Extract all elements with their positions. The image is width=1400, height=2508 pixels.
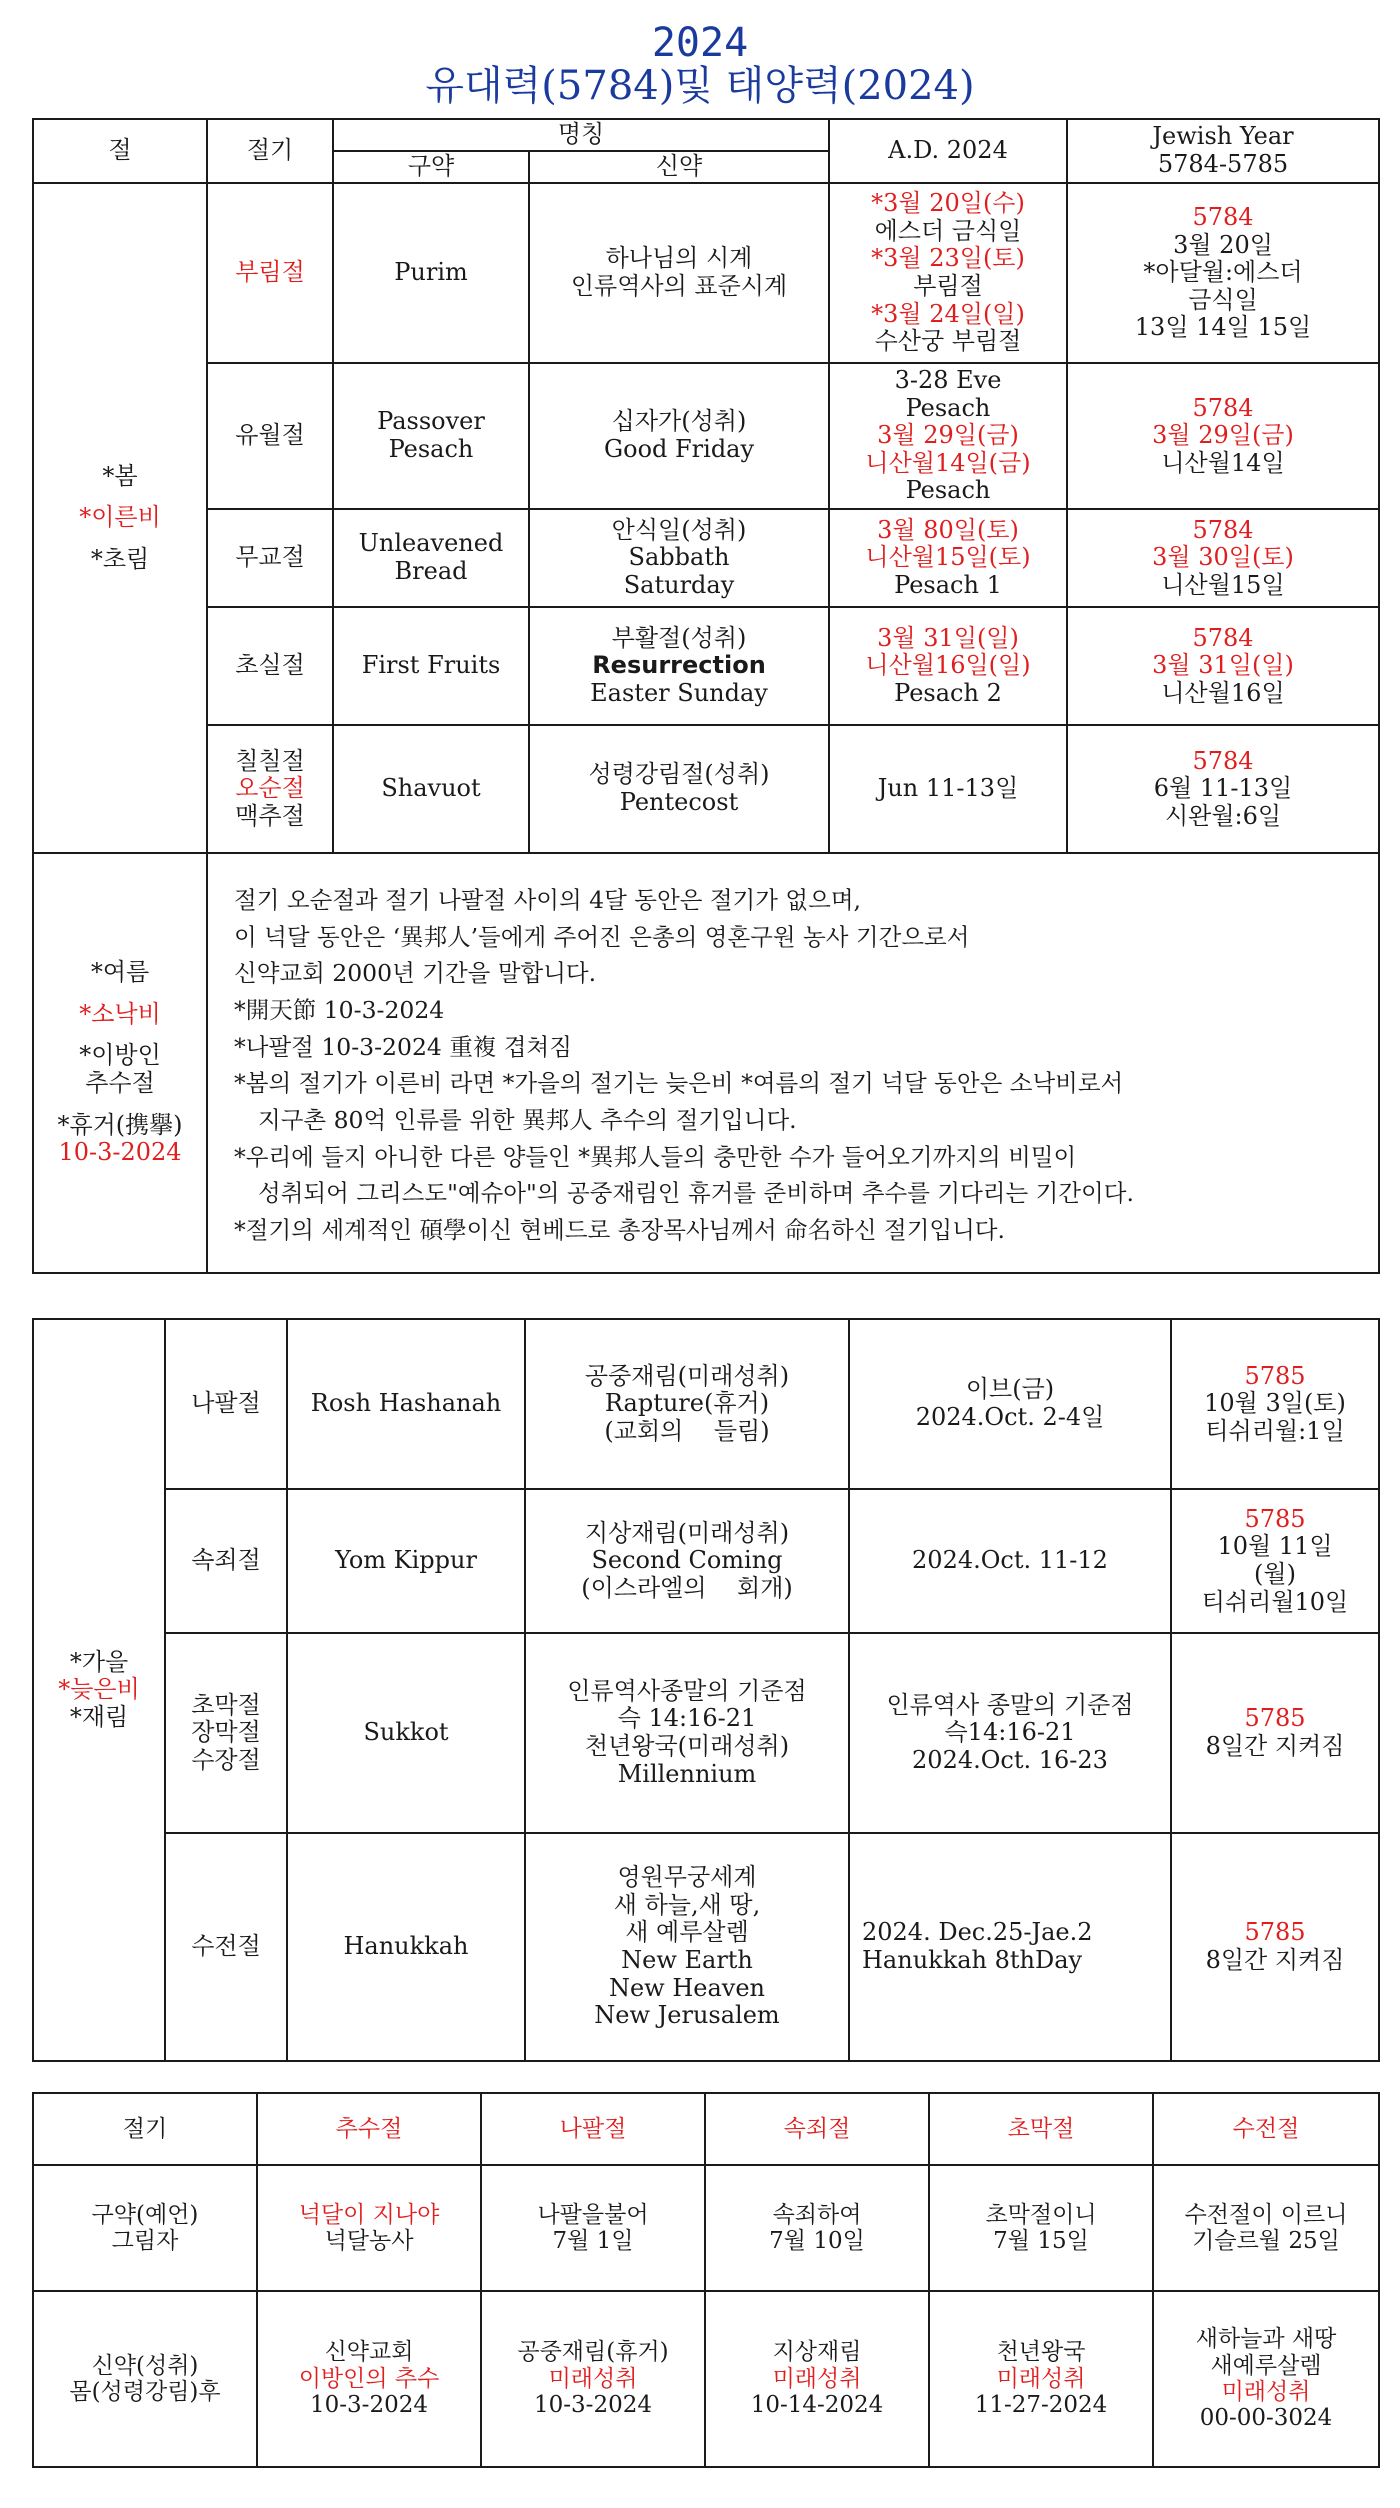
cell-text-line: 5785 — [1244, 1361, 1306, 1390]
cell-text-line: *봄 — [102, 461, 138, 490]
cell-text-line: 니산월14일 — [1161, 448, 1285, 477]
festival-cell — [207, 725, 333, 853]
summary-table — [32, 2092, 1380, 2468]
summary-header-cell: 수전절 — [1153, 2093, 1379, 2165]
cell-text-line: 10-3-2024 — [310, 2392, 428, 2419]
cell-text-line: Pesach 1 — [894, 570, 1002, 599]
cell-text-line: *3월 24일(일) — [871, 299, 1025, 328]
page-header — [0, 22, 1400, 108]
cell-text-line: *초림 — [90, 544, 150, 573]
calendar-table-autumn — [32, 1318, 1380, 2062]
cell-text-line: 니산월16일(일) — [865, 651, 1031, 680]
summary-cell — [481, 2165, 705, 2291]
cell-text-line: 5784 — [1192, 623, 1254, 652]
cell-text-line: 13일 14일 15일 — [1134, 313, 1312, 342]
season-label-summer — [33, 853, 207, 1273]
header-feast: 절 — [33, 119, 207, 183]
cell-text-line: 십자가(성취) — [611, 407, 747, 436]
cell-text-line: 니산월15일(토) — [865, 543, 1031, 572]
cell-text-line: 지상재림(미래성취) — [584, 1518, 790, 1547]
cell-text-line: 2024. Dec.25-Jae.2 — [862, 1918, 1093, 1947]
cell-text-line: 나팔을불어 — [537, 2201, 649, 2228]
cell-text-line: 부활절(성취) — [611, 623, 747, 652]
cell-text-line: 7월 15일 — [993, 2228, 1089, 2254]
cell-text-line: (교회의 들림) — [604, 1416, 770, 1445]
cell-text-line: 이브(금) — [965, 1375, 1055, 1404]
cell-text-line: 수전절이 이르니 — [1184, 2201, 1348, 2228]
cell-text-line: *아달월:에스더 — [1143, 258, 1303, 287]
cell-text-line: 8일간 지켜짐 — [1205, 1946, 1345, 1974]
cell-text-line: *가을 — [69, 1647, 129, 1676]
jewish-year-cell — [1171, 1489, 1379, 1633]
cell-text-line: 속죄하여 — [772, 2201, 862, 2228]
cell-text-line: 3월 31일(일) — [877, 623, 1019, 652]
ot-cell: Rosh Hashanah — [287, 1319, 525, 1489]
cell-text-line: 신약교회 — [324, 2339, 414, 2366]
cell-text-line: Pesach — [905, 476, 991, 505]
table-row — [33, 1633, 1379, 1833]
cell-text-line: Easter Sunday — [590, 678, 768, 707]
jewish-year-cell — [1171, 1633, 1379, 1833]
summary-cell — [705, 2291, 929, 2467]
cell-text-line: 3월 80일(토) — [877, 515, 1019, 544]
cell-text-line: 3-28 Eve — [894, 366, 1002, 395]
jewish-year-cell — [1067, 183, 1379, 363]
ot-cell: Purim — [333, 183, 529, 363]
summary-cell — [481, 2291, 705, 2467]
header-row — [33, 119, 1379, 151]
cell-text-line: 초막절 — [191, 1690, 261, 1719]
table-row — [33, 183, 1379, 363]
cell-text-line: 5785 — [1244, 1704, 1306, 1733]
page-title: 유대력(5784)및 태양력(2024) — [425, 63, 975, 110]
cell-text-line: 에스더 금식일 — [874, 216, 1022, 245]
summary-nt-row — [33, 2291, 1379, 2467]
cell-text-line: 5785 — [1244, 1504, 1306, 1533]
ad-cell — [849, 1633, 1171, 1833]
cell-text-line: 미래성취 — [548, 2365, 638, 2392]
cell-text-line: New Earth — [621, 1946, 753, 1974]
ad-cell — [829, 607, 1067, 725]
summary-cell — [929, 2165, 1153, 2291]
summary-cell — [1153, 2291, 1379, 2467]
cell-text-line: Pesach — [905, 393, 991, 422]
nt-cell — [525, 1489, 849, 1633]
ad-cell — [849, 1319, 1171, 1489]
cell-text-line: 3월 31일(일) — [1152, 651, 1294, 680]
cell-text-line: Resurrection — [592, 651, 766, 680]
summary-header-cell: 속죄절 — [705, 2093, 929, 2165]
cell-text-line: *3월 23일(토) — [871, 244, 1025, 273]
cell-text-line: New Heaven — [608, 1973, 766, 2002]
nt-cell — [529, 725, 829, 853]
cell-text-line: Hanukkah 8thDay — [862, 1946, 1083, 1974]
cell-text-line: 새 하늘,새 땅, — [613, 1890, 761, 1919]
cell-text-line: 니산월14일(금) — [865, 448, 1031, 477]
cell-text-line: 넉달농사 — [324, 2228, 414, 2254]
nt-cell — [529, 509, 829, 607]
jewish-year-cell — [1171, 1833, 1379, 2061]
table-row — [33, 607, 1379, 725]
cell-text-line: 성취되어 그리스도"예슈아"의 공중재림인 휴거를 준비하며 추수를 기다리는 기간이다. — [258, 1179, 1134, 1208]
cell-text-line: *늦은비 — [58, 1675, 140, 1704]
festival-cell: 초실절 — [207, 607, 333, 725]
cell-text-line: 지구촌 80억 인류를 위한 異邦人 추수의 절기입니다. — [258, 1105, 797, 1134]
cell-text-line: 천년왕국(미래성취) — [584, 1732, 790, 1760]
cell-text-line: 오순절 — [235, 774, 305, 803]
cell-text-line: 티쉬리월10일 — [1201, 1587, 1349, 1616]
cell-text-line: *여름 — [90, 958, 150, 987]
nt-cell — [525, 1633, 849, 1833]
cell-text-line: 하나님의 시계 — [605, 244, 753, 273]
cell-text-line: 수장절 — [191, 1745, 261, 1774]
cell-text-line: 새하늘과 새땅 — [1195, 2326, 1337, 2353]
cell-text-line: Pesach 2 — [894, 678, 1002, 707]
cell-text-line: Passover — [377, 407, 485, 436]
ad-cell — [849, 1833, 1171, 2061]
cell-text-line: 시완월:6일 — [1164, 801, 1282, 830]
ad-cell — [829, 363, 1067, 509]
cell-text-line: 7월 10일 — [769, 2228, 865, 2254]
season-label-spring — [33, 183, 207, 853]
cell-text-line: 신약(성취) — [91, 2352, 199, 2379]
cell-text-line: 공중재림(미래성취) — [584, 1361, 790, 1390]
summary-header-cell: 초막절 — [929, 2093, 1153, 2165]
cell-text-line: 니산월16일 — [1161, 678, 1285, 707]
summary-cell — [257, 2291, 481, 2467]
cell-text-line: 6월 11-13일 — [1153, 774, 1293, 803]
cell-text-line: (이스라엘의 회개) — [581, 1573, 793, 1602]
cell-text-line: 몸(성령강림)후 — [69, 2379, 221, 2405]
summary-cell — [1153, 2165, 1379, 2291]
ad-cell — [829, 183, 1067, 363]
cell-text-line: 10월 11일 — [1217, 1532, 1333, 1561]
ot-cell — [333, 509, 529, 607]
cell-text-line: Millennium — [617, 1759, 757, 1788]
cell-text-line: 슥 14:16-21 — [617, 1704, 757, 1733]
cell-text-line: 2024.Oct. 2-4일 — [915, 1403, 1105, 1431]
cell-text-line: 미래성취 — [772, 2365, 862, 2392]
table-row — [33, 1319, 1379, 1489]
cell-text-line: *開天節 10-3-2024 — [234, 995, 445, 1024]
ad-cell — [829, 509, 1067, 607]
cell-text-line: Saturday — [623, 570, 735, 599]
nt-cell — [529, 607, 829, 725]
cell-text-line: 그림자 — [111, 2228, 179, 2254]
jewish-year-cell — [1067, 607, 1379, 725]
jewish-year-cell — [1067, 725, 1379, 853]
cell-text-line: Second Coming — [591, 1546, 783, 1575]
header-festival: 절기 — [207, 119, 333, 183]
cell-text-line: 인류역사의 표준시계 — [570, 272, 788, 300]
summary-row-label — [33, 2291, 257, 2467]
festival-cell — [165, 1633, 287, 1833]
summer-notes — [207, 853, 1379, 1273]
cell-text-line: 슥14:16-21 — [944, 1718, 1076, 1747]
title-year: 2024 — [651, 20, 749, 66]
cell-text-line: 인류역사 종말의 기준점 — [886, 1690, 1134, 1719]
header-name: 명칭 — [333, 119, 829, 151]
cell-text-line: 8일간 지켜짐 — [1205, 1732, 1345, 1760]
cell-text-line: 공중재림(휴거) — [517, 2339, 669, 2366]
cell-text-line: *봄의 절기가 이른비 라면 *가을의 절기는 늦은비 *여름의 절기 넉달 동안은 소낙비로서 — [234, 1069, 1124, 1098]
cell-text-line: 기슬르월 25일 — [1192, 2228, 1340, 2254]
cell-text-line: 5784-5785 — [1157, 150, 1289, 178]
festival-cell: 부림절 — [207, 183, 333, 363]
cell-text-line: 11-27-2024 — [974, 2392, 1108, 2419]
ad-cell: 2024.Oct. 11-12 — [849, 1489, 1171, 1633]
ot-cell: First Fruits — [333, 607, 529, 725]
cell-text-line: Pentecost — [619, 788, 739, 816]
jewish-year-cell — [1067, 509, 1379, 607]
summary-ot-row — [33, 2165, 1379, 2291]
cell-text-line: 새 예루살렘 — [625, 1918, 749, 1947]
table-row — [33, 1833, 1379, 2061]
ot-cell: Yom Kippur — [287, 1489, 525, 1633]
cell-text-line: 00-00-3024 — [1199, 2405, 1333, 2432]
cell-text-line: 3월 20일 — [1173, 230, 1273, 259]
cell-text-line: 안식일(성취) — [611, 515, 747, 544]
festival-cell: 수전절 — [165, 1833, 287, 2061]
cell-text-line: 성령강림절(성취) — [588, 760, 770, 789]
cell-text-line: 10-3-2024 — [58, 1138, 182, 1167]
cell-text-line: 신약교회 2000년 기간을 말합니다. — [234, 959, 597, 988]
ot-cell: Sukkot — [287, 1633, 525, 1833]
cell-text-line: Pesach — [388, 435, 474, 463]
cell-text-line: 초막절이니 — [985, 2201, 1097, 2228]
summary-header-cell: 나팔절 — [481, 2093, 705, 2165]
cell-text-line: 3월 30일(토) — [1152, 543, 1294, 572]
cell-text-line: 5784 — [1192, 393, 1254, 422]
summary-header-row — [33, 2093, 1379, 2165]
cell-text-line: 천년왕국 — [996, 2339, 1086, 2366]
cell-text-line: Jewish Year — [1152, 122, 1294, 151]
nt-cell — [525, 1319, 849, 1489]
cell-text-line: 넉달이 지나야 — [298, 2201, 440, 2228]
cell-text-line: 5784 — [1192, 746, 1254, 775]
header-ad: A.D. 2024 — [829, 119, 1067, 183]
cell-text-line: 추수절 — [85, 1069, 155, 1097]
cell-text-line: *절기의 세계적인 碩學이신 현베드로 총장목사님께서 命名하신 절기입니다. — [234, 1215, 1005, 1244]
cell-text-line: 미래성취 — [1221, 2379, 1311, 2405]
summary-header-cell: 추수절 — [257, 2093, 481, 2165]
cell-text-line: 티쉬리월:1일 — [1205, 1416, 1345, 1445]
summary-cell — [705, 2165, 929, 2291]
cell-text-line: Good Friday — [603, 435, 755, 463]
cell-text-line: 10-14-2024 — [750, 2392, 884, 2419]
festival-cell: 무교절 — [207, 509, 333, 607]
cell-text-line: 미래성취 — [996, 2365, 1086, 2392]
jewish-year-cell — [1171, 1319, 1379, 1489]
table-row — [33, 725, 1379, 853]
cell-text-line: 이 넉달 동안은 ‘異邦人’들에게 주어진 은총의 영혼구원 농사 기간으로서 — [234, 922, 970, 951]
cell-text-line: 칠칠절 — [235, 746, 305, 775]
cell-text-line: *소낙비 — [79, 999, 161, 1028]
ot-cell: Shavuot — [333, 725, 529, 853]
calendar-table-spring-summer — [32, 118, 1380, 1274]
cell-text-line: 10-3-2024 — [534, 2392, 652, 2419]
header-ot: 구약 — [333, 151, 529, 183]
cell-text-line: Rapture(휴거) — [604, 1389, 770, 1418]
cell-text-line: Bread — [394, 557, 468, 585]
summary-header-cell: 절기 — [33, 2093, 257, 2165]
cell-text-line: Sabbath — [628, 543, 730, 572]
festival-cell: 유월절 — [207, 363, 333, 509]
cell-text-line: 5784 — [1192, 515, 1254, 544]
table-row — [33, 363, 1379, 509]
cell-text-line: 수산궁 부림절 — [874, 327, 1022, 356]
nt-cell — [525, 1833, 849, 2061]
summary-cell — [257, 2165, 481, 2291]
cell-text-line: *휴거(携擧) — [57, 1110, 183, 1139]
cell-text-line: 7월 1일 — [552, 2228, 634, 2254]
cell-text-line: 금식일 — [1188, 285, 1258, 314]
cell-text-line: 3월 29일(금) — [1152, 421, 1294, 450]
cell-text-line: *3월 20일(수) — [871, 189, 1025, 218]
festival-cell: 속죄절 — [165, 1489, 287, 1633]
cell-text-line: *이른비 — [79, 503, 161, 532]
cell-text-line: 2024.Oct. 16-23 — [912, 1745, 1108, 1774]
table-row — [33, 1489, 1379, 1633]
cell-text-line: (월) — [1254, 1560, 1296, 1588]
cell-text-line: 절기 오순절과 절기 나팔절 사이의 4달 동안은 절기가 없으며, — [234, 886, 862, 914]
cell-text-line: *재림 — [69, 1702, 129, 1731]
cell-text-line: Unleavened — [358, 529, 504, 558]
cell-text-line: 5785 — [1244, 1918, 1306, 1947]
cell-text-line: *우리에 들지 아니한 다른 양들인 *異邦人들의 충만한 수가 들어오기까지의 비밀이 — [234, 1142, 1077, 1171]
nt-cell — [529, 363, 829, 509]
cell-text-line: 지상재림 — [772, 2339, 862, 2366]
cell-text-line: 인류역사종말의 기준점 — [567, 1676, 807, 1705]
cell-text-line: 구약(예언) — [91, 2201, 199, 2228]
jewish-year-cell — [1067, 363, 1379, 509]
cell-text-line: New Jerusalem — [594, 2001, 780, 2030]
cell-text-line: 이방인의 추수 — [298, 2365, 440, 2392]
cell-text-line: 맥추절 — [235, 801, 305, 830]
ot-cell: Hanukkah — [287, 1833, 525, 2061]
cell-text-line: 부림절 — [913, 272, 983, 300]
ot-cell — [333, 363, 529, 509]
table-row — [33, 509, 1379, 607]
ad-cell: Jun 11-13일 — [829, 725, 1067, 853]
header-nt: 신약 — [529, 151, 829, 183]
cell-text-line: 5784 — [1192, 203, 1254, 232]
cell-text-line: 영원무궁세계 — [617, 1863, 757, 1892]
cell-text-line: 3월 29일(금) — [877, 421, 1019, 450]
season-label-autumn — [33, 1319, 165, 2061]
nt-cell — [529, 183, 829, 363]
cell-text-line: 니산월15일 — [1161, 570, 1285, 599]
cell-text-line: 장막절 — [191, 1718, 261, 1747]
header-jewish-year — [1067, 119, 1379, 183]
cell-text-line: *이방인 — [79, 1041, 161, 1070]
cell-text-line: *나팔절 10-3-2024 重複 겹쳐짐 — [234, 1032, 572, 1061]
festival-cell: 나팔절 — [165, 1319, 287, 1489]
summary-cell — [929, 2291, 1153, 2467]
cell-text-line: 10월 3일(토) — [1204, 1389, 1346, 1418]
cell-text-line: 새예루살렘 — [1210, 2352, 1322, 2379]
summary-row-label — [33, 2165, 257, 2291]
table-row — [33, 853, 1379, 1273]
